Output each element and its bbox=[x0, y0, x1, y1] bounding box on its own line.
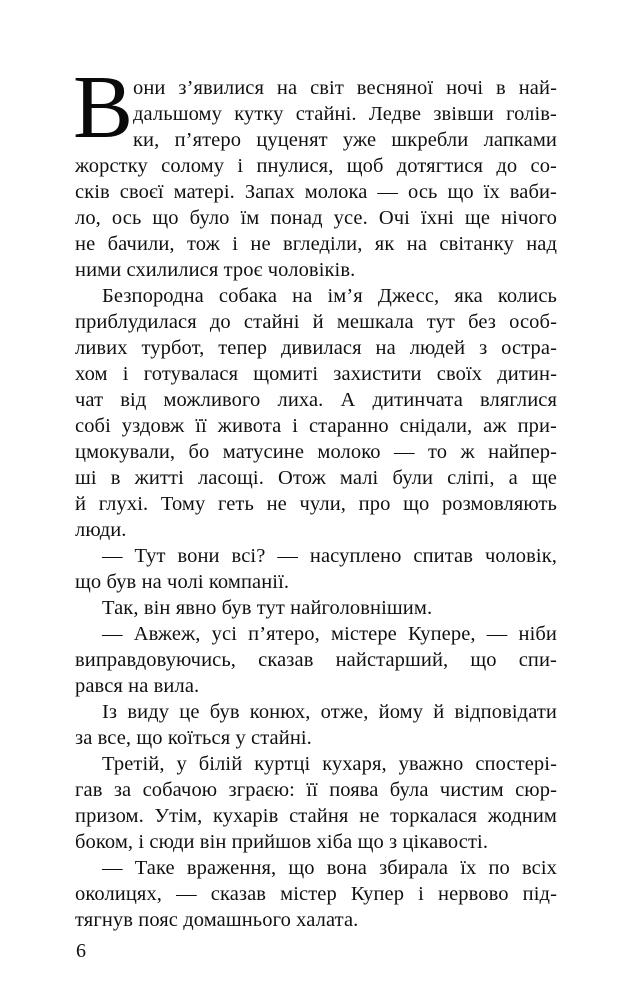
text-line: Так, він явно був тут найголовнішим. bbox=[102, 597, 433, 619]
text-line: сків своєї матері. Запах молока — ось що їх ваби- bbox=[75, 181, 557, 203]
text-line: — Таке враження, що вона збирала їх по всіх bbox=[102, 857, 557, 879]
paragraph bbox=[75, 283, 557, 543]
text-line: Третій, у білій куртці кухаря, уважно спостері- bbox=[102, 753, 557, 775]
text-line: Безпородна собака на ім’я Джесс, яка колись bbox=[102, 285, 557, 307]
text-line: не бачили, тож і не вгледіли, як на світанку над bbox=[75, 233, 557, 255]
text-line: за все, що коїться у стайні. bbox=[75, 727, 312, 749]
paragraph bbox=[75, 543, 557, 595]
text-line: цмокували, бо матусине молоко — то ж найпер- bbox=[75, 441, 557, 463]
text-line: приблудилася до стайні й мешкала тут без особ- bbox=[75, 311, 557, 333]
text-line: околицях, — сказав містер Купер і нервово під- bbox=[75, 883, 557, 905]
text-line: дальшому кутку стайні. Ледве звівши голів- bbox=[133, 103, 557, 125]
paragraph bbox=[75, 751, 557, 855]
drop-cap-letter: В bbox=[73, 58, 134, 157]
text-line: гав за собачою зграєю: її поява була чистим сюр- bbox=[75, 779, 557, 801]
text-line: ними схилилися троє чоловіків. bbox=[75, 259, 356, 281]
text-line: виправдовуючись, сказав найстарший, що спи- bbox=[75, 649, 557, 671]
text-line: — Тут вони всі? — насуплено спитав чоловік, bbox=[102, 545, 557, 567]
text-line: жорстку солому і пнулися, щоб дотягтися до со- bbox=[75, 155, 557, 177]
text-line: собі уздовж її живота і старанно снідали, аж при- bbox=[75, 415, 557, 437]
text-line: тягнув пояс домашнього халата. bbox=[75, 909, 359, 931]
text-line: ло, ось що було їм понад усе. Очі їхні ще нічого bbox=[75, 207, 557, 229]
text-line: — Авжеж, усі п’ятеро, містере Купере, — ніби bbox=[102, 623, 557, 645]
text-line: ливих турбот, тепер дивилася на людей з остра- bbox=[75, 337, 557, 359]
paragraph bbox=[75, 699, 557, 751]
text-line: призом. Утім, кухарів стайня не торкалася жодним bbox=[75, 805, 557, 827]
text-line: Із виду це був конюх, отже, йому й відповідати bbox=[102, 701, 557, 723]
text-line: хом і готувалася щомиті захистити своїх дитин- bbox=[75, 363, 557, 385]
page-number: 6 bbox=[76, 940, 86, 962]
text-line: й глухі. Тому геть не чули, про що розмовляють bbox=[75, 493, 557, 515]
text-block bbox=[73, 58, 557, 933]
text-line: чат від можливого лиха. А дитинчата вляглися bbox=[75, 389, 557, 411]
drop-cap bbox=[73, 58, 134, 157]
text-line: ки, п’ятеро цуценят уже шкребли лапками bbox=[133, 129, 557, 151]
paragraph bbox=[73, 58, 557, 283]
text-line: що був на чолі компанії. bbox=[75, 571, 290, 593]
text-line: рався на вила. bbox=[75, 675, 200, 697]
text-line: они з’явилися на світ весняної ночі в най- bbox=[133, 77, 557, 99]
paragraph bbox=[75, 855, 557, 933]
paragraph bbox=[75, 595, 557, 621]
text-line: ші в житті ласощі. Отож малі були сліпі, а ще bbox=[75, 467, 557, 489]
text-line: люди. bbox=[75, 519, 127, 541]
paragraph bbox=[75, 621, 557, 699]
text-line: боком, і сюди він прийшов хіба що з цікавості. bbox=[75, 831, 489, 853]
